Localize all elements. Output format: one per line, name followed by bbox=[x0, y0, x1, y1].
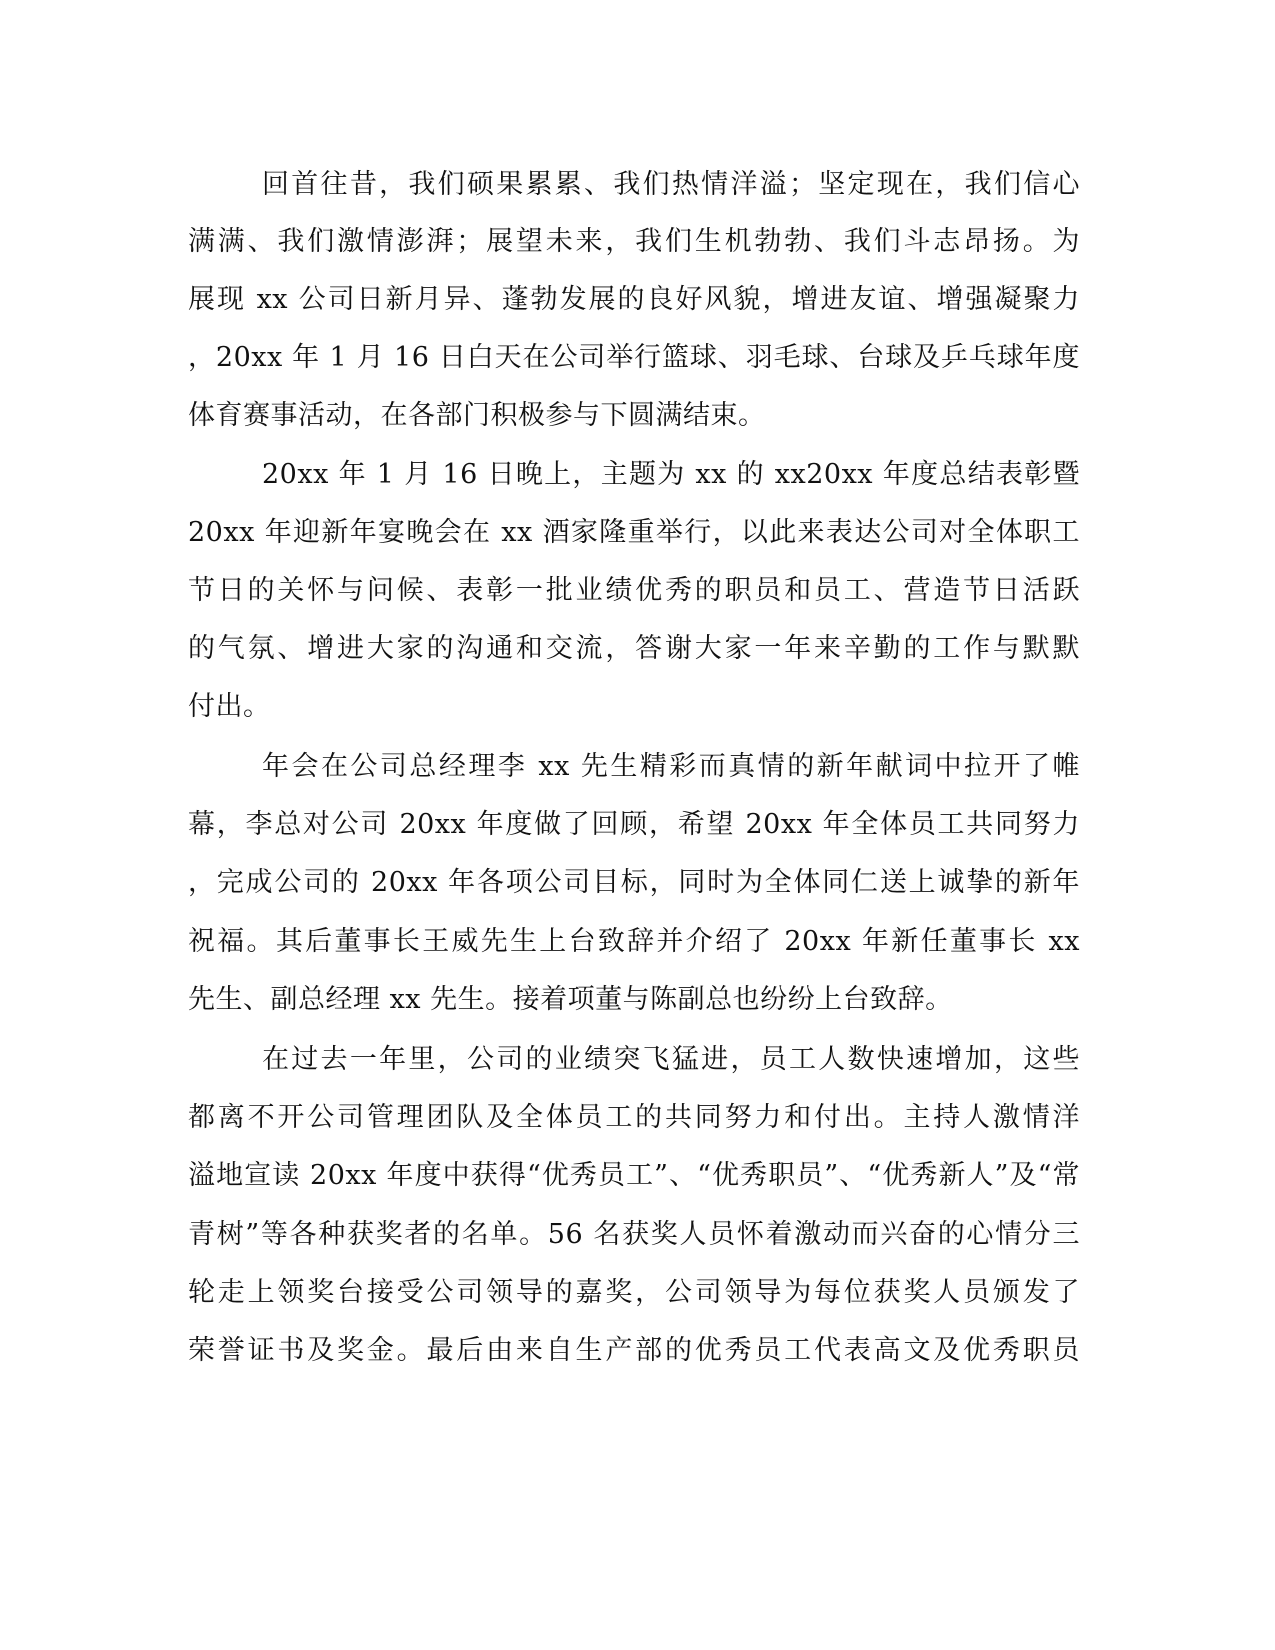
paragraph-4-line-1: 在过去一年里，公司的业绩突飞猛进，员工人数快速增加，这些 bbox=[262, 1044, 1080, 1075]
paragraph-3-line-4: 祝福。其后董事长王威先生上台致辞并介绍了 20xx 年新任董事长 xx bbox=[188, 926, 1080, 957]
paragraph-1-line-3: 展现 xx 公司日新月异、蓬勃发展的良好风貌，增进友谊、增强凝聚力 bbox=[188, 284, 1080, 315]
paragraph-3-line-3: ，完成公司的 20xx 年各项公司目标，同时为全体同仁送上诚挚的新年 bbox=[188, 867, 1080, 898]
paragraph-4-line-4: 青树”等各种获奖者的名单。56 名获奖人员怀着激动而兴奋的心情分三 bbox=[188, 1219, 1080, 1250]
paragraph-3-line-1: 年会在公司总经理李 xx 先生精彩而真情的新年献词中拉开了帷 bbox=[262, 751, 1080, 782]
paragraph-4-line-6: 荣誉证书及奖金。最后由来自生产部的优秀员工代表高文及优秀职员 bbox=[188, 1335, 1080, 1366]
paragraph-3-line-5: 先生、副总经理 xx 先生。接着项董与陈副总也纷纷上台致辞。 bbox=[188, 984, 953, 1015]
paragraph-2-line-3: 节日的关怀与问候、表彰一批业绩优秀的职员和员工、营造节日活跃 bbox=[188, 575, 1080, 606]
paragraph-4-line-3: 溢地宣读 20xx 年度中获得“优秀员工”、“优秀职员”、“优秀新人”及“常 bbox=[188, 1160, 1080, 1191]
paragraph-2-line-1: 20xx 年 1 月 16 日晚上，主题为 xx 的 xx20xx 年度总结表彰暨 bbox=[262, 459, 1080, 490]
paragraph-1-line-5: 体育赛事活动，在各部门积极参与下圆满结束。 bbox=[188, 400, 766, 431]
paragraph-3-line-2: 幕，李总对公司 20xx 年度做了回顾，希望 20xx 年全体员工共同努力 bbox=[188, 809, 1080, 840]
paragraph-4-line-2: 都离不开公司管理团队及全体员工的共同努力和付出。主持人激情洋 bbox=[188, 1102, 1080, 1133]
paragraph-4-line-5: 轮走上领奖台接受公司领导的嘉奖，公司领导为每位获奖人员颁发了 bbox=[188, 1277, 1080, 1308]
paragraph-1-line-1: 回首往昔，我们硕果累累、我们热情洋溢；坚定现在，我们信心 bbox=[262, 169, 1080, 200]
paragraph-2-line-2: 20xx 年迎新年宴晚会在 xx 酒家隆重举行，以此来表达公司对全体职工 bbox=[188, 517, 1080, 548]
paragraph-2-line-5: 付出。 bbox=[188, 691, 271, 722]
paragraph-2-line-4: 的气氛、增进大家的沟通和交流，答谢大家一年来辛勤的工作与默默 bbox=[188, 633, 1080, 664]
paragraph-1-line-2: 满满、我们激情澎湃；展望未来，我们生机勃勃、我们斗志昂扬。为 bbox=[188, 226, 1080, 257]
paragraph-1-line-4: ，20xx 年 1 月 16 日白天在公司举行篮球、羽毛球、台球及乒乓球年度 bbox=[188, 342, 1080, 373]
